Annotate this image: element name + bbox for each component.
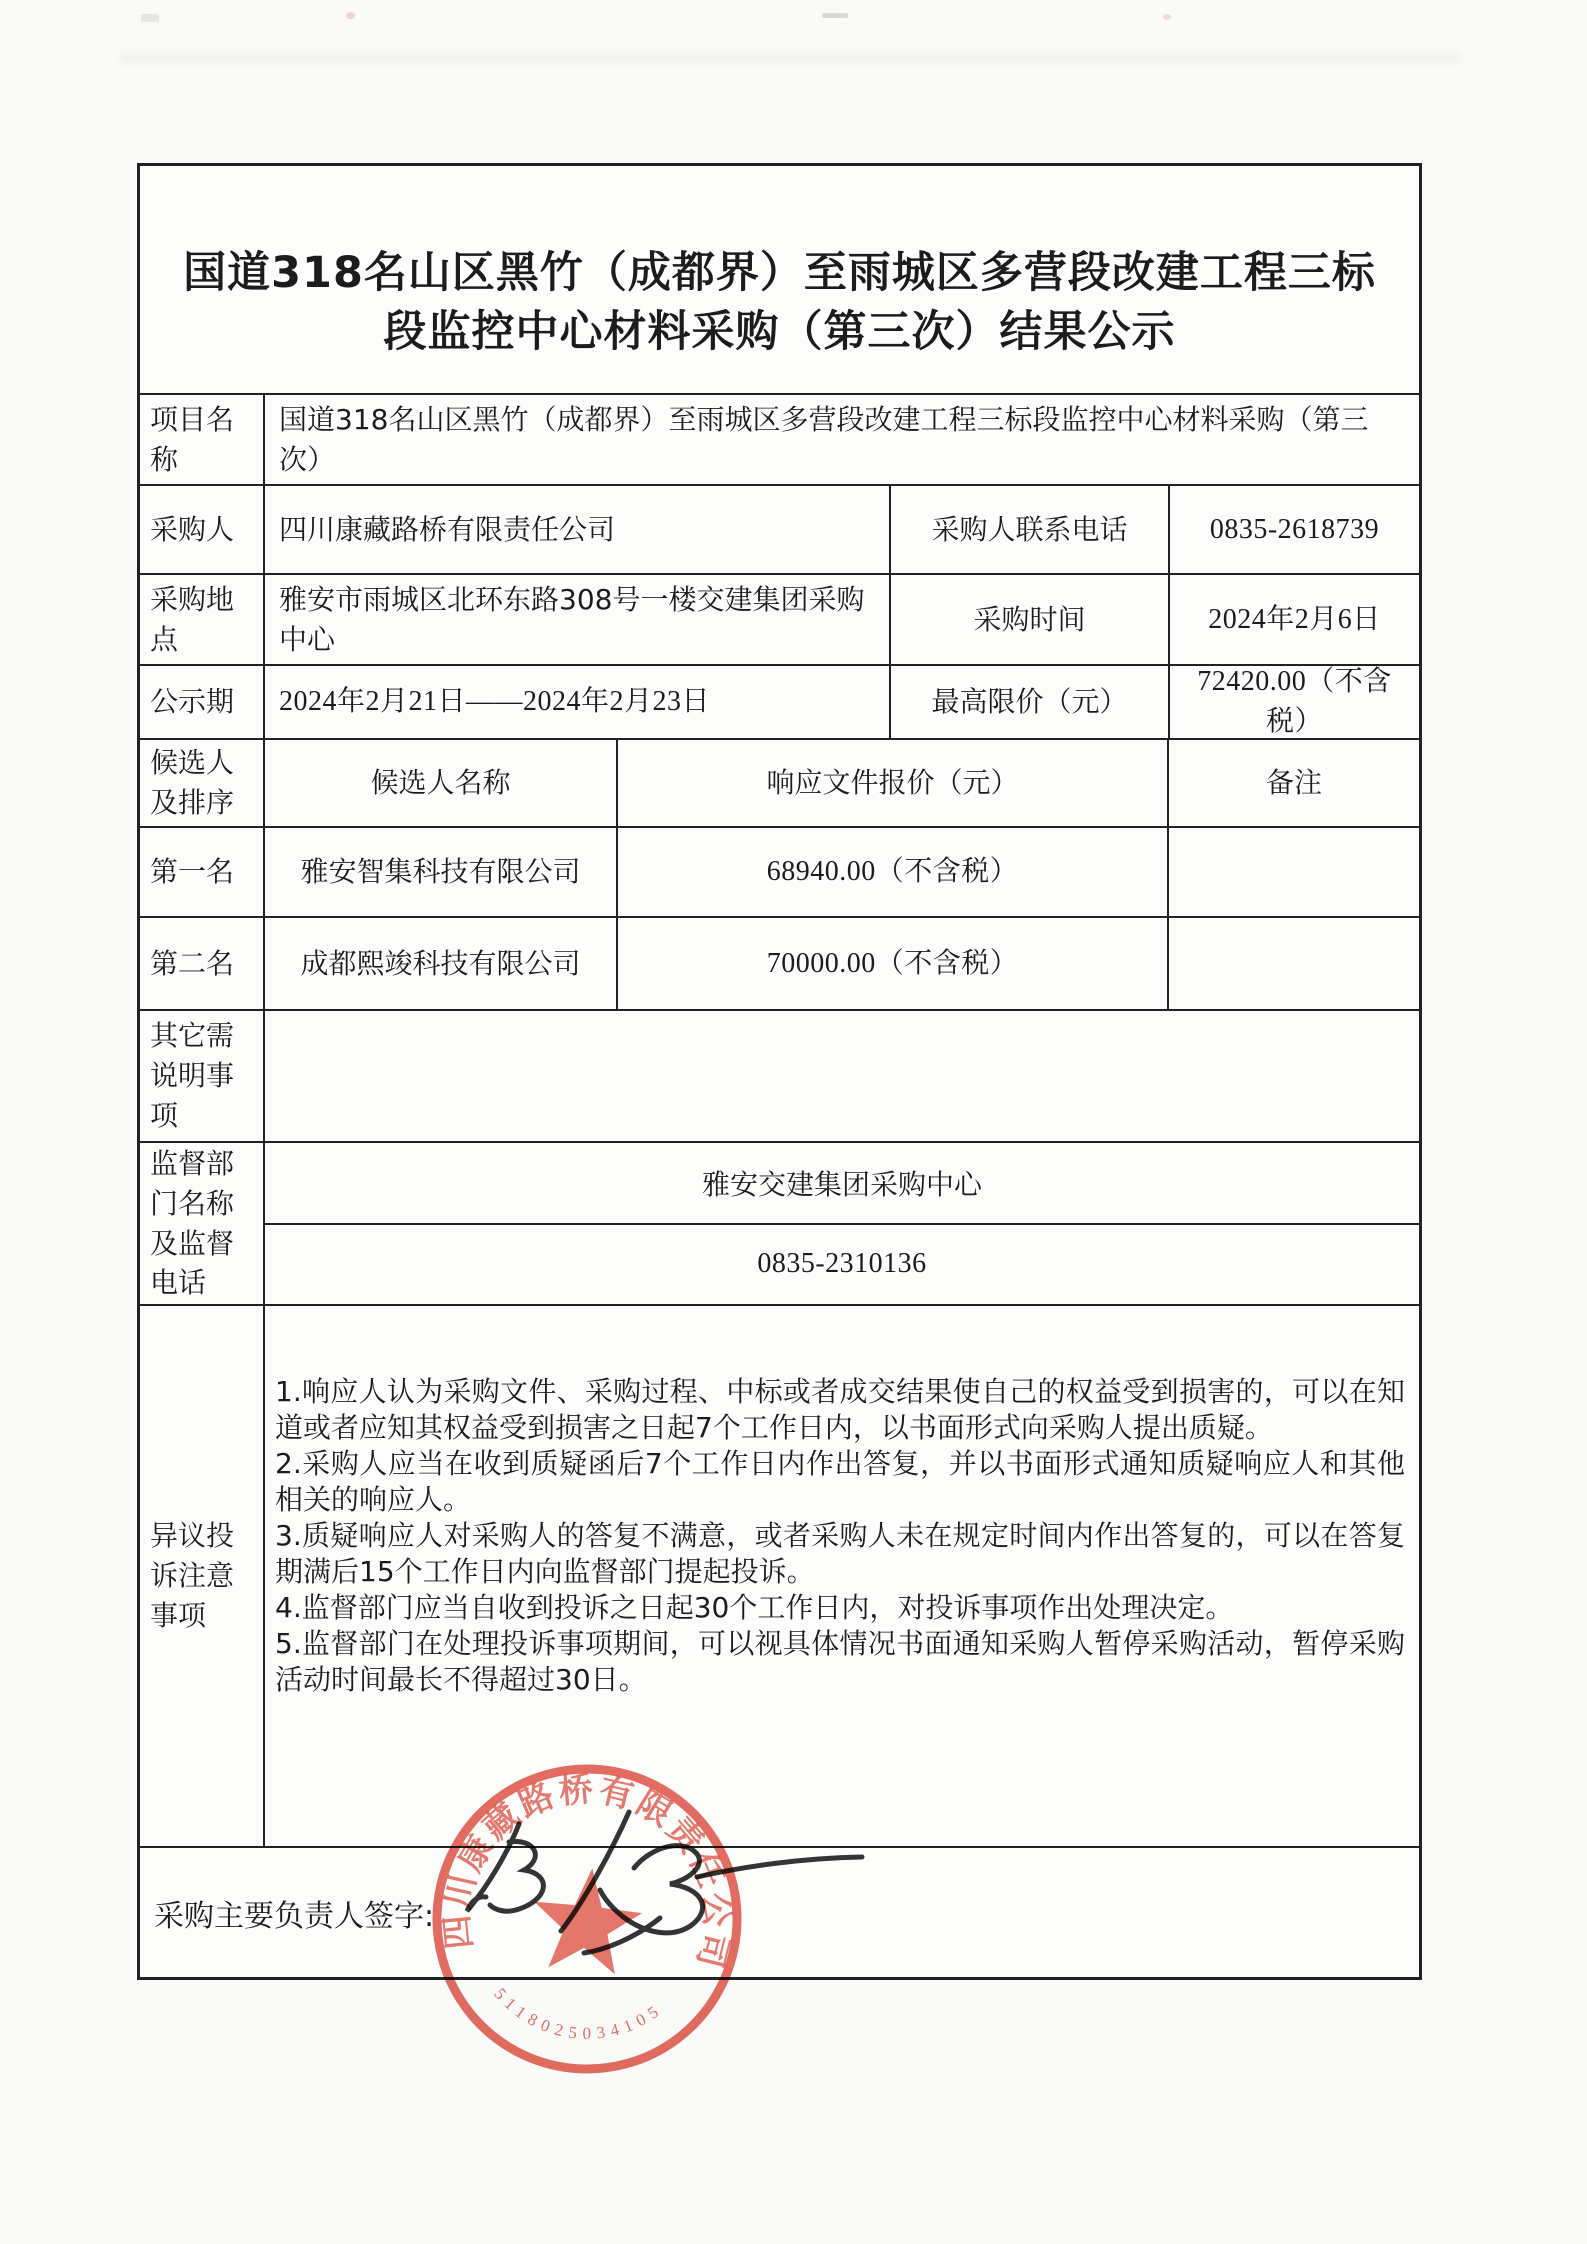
scan-artifact xyxy=(1163,14,1171,20)
publicity-period-value: 2024年2月21日——2024年2月23日 xyxy=(263,666,889,738)
purchaser-phone-value: 0835-2618739 xyxy=(1168,486,1419,573)
candidate-1-price: 68940.00（不含税） xyxy=(616,828,1167,916)
location-row xyxy=(140,573,1419,664)
candidate-row-2 xyxy=(140,916,1419,1009)
price-limit-value: 72420.00（不含税） xyxy=(1168,666,1419,738)
project-name-label: 项目名称 xyxy=(150,402,235,476)
supervisor-name: 雅安交建集团采购中心 xyxy=(701,1167,982,1201)
candidate-note-header: 备注 xyxy=(1167,740,1419,826)
objection-label: 异议投诉注意事项 xyxy=(150,1519,235,1632)
announcement-table xyxy=(137,163,1422,1980)
objection-item: 5.监督部门在处理投诉事项期间，可以视具体情况书面通知采购人暂停采购活动，暂停采购活动时间最长不得超过30日。 xyxy=(275,1627,1405,1696)
seal-company-text: 四川康藏路桥有限责任公司 xyxy=(437,1769,737,1972)
objection-item: 2.采购人应当在收到质疑函后7个工作日内作出答复，并以书面形式通知质疑响应人和其他相关的响应人。 xyxy=(275,1447,1405,1516)
publicity-period-label: 公示期 xyxy=(150,685,235,719)
project-name-row xyxy=(140,393,1419,484)
objection-text xyxy=(263,1306,1419,1846)
supervisor-phone: 0835-2310136 xyxy=(265,1223,1419,1305)
candidate-2-name: 成都熙竣科技有限公司 xyxy=(263,918,616,1009)
candidate-1-name: 雅安智集科技有限公司 xyxy=(263,828,616,916)
scan-artifact xyxy=(141,14,159,22)
candidate-2-rank: 第二名 xyxy=(150,946,235,980)
project-name-value: 国道318名山区黑竹（成都界）至雨城区多营段改建工程三标段监控中心材料采购（第三次） xyxy=(263,395,1419,484)
page-title: 国道318名山区黑竹（成都界）至雨城区多营段改建工程三标段监控中心材料采购（第三次）结果公示 xyxy=(183,247,1376,357)
scan-artifact xyxy=(120,52,1460,64)
svg-text:5118025034105 xyxy=(487,1983,664,2051)
purchaser-label: 采购人 xyxy=(150,512,235,546)
candidate-name-header: 候选人名称 xyxy=(263,740,616,826)
purchase-time-value: 2024年2月6日 xyxy=(1168,575,1419,664)
signature-row xyxy=(140,1846,1419,1977)
objection-item: 3.质疑响应人对采购人的答复不满意，或者采购人未在规定时间内作出答复的，可以在答复期满后15个工作日内向监督部门提起投诉。 xyxy=(275,1519,1405,1588)
price-limit-label: 最高限价（元） xyxy=(889,666,1168,738)
objection-item: 4.监督部门应当自收到投诉之日起30个工作日内，对投诉事项作出处理决定。 xyxy=(275,1591,1234,1624)
supervisor-label: 监督部门名称及监督电话 xyxy=(150,1147,235,1300)
scan-artifact xyxy=(822,13,848,18)
signature-label: 采购主要负责人签字: xyxy=(154,1898,435,1934)
purchaser-value: 四川康藏路桥有限责任公司 xyxy=(263,486,889,573)
scan-artifact xyxy=(346,12,355,19)
objection-item: 1.响应人认为采购文件、采购过程、中标或者成交结果使自己的权益受到损害的，可以在知道或者应知其权益受到损害之日起7个工作日内，以书面形式向采购人提出质疑。 xyxy=(275,1375,1405,1444)
candidate-2-note xyxy=(1167,918,1419,1009)
candidates-header-row xyxy=(140,738,1419,826)
supervisor-values xyxy=(263,1143,1419,1304)
title-row xyxy=(140,166,1419,393)
supervisor-row xyxy=(140,1141,1419,1304)
candidate-1-note xyxy=(1167,828,1419,916)
publicity-period-row xyxy=(140,664,1419,738)
objection-row xyxy=(140,1304,1419,1846)
candidate-2-price: 70000.00（不含税） xyxy=(616,918,1167,1009)
location-label: 采购地点 xyxy=(150,582,235,656)
location-value: 雅安市雨城区北环东路308号一楼交建集团采购中心 xyxy=(263,575,889,664)
purchaser-row xyxy=(140,484,1419,573)
other-notes-value xyxy=(263,1011,1419,1141)
candidate-1-rank: 第一名 xyxy=(150,855,235,889)
candidate-row-1 xyxy=(140,826,1419,916)
purchase-time-label: 采购时间 xyxy=(889,575,1168,664)
candidate-price-header: 响应文件报价（元） xyxy=(616,740,1167,826)
other-notes-label: 其它需说明事项 xyxy=(150,1019,235,1132)
candidates-label: 候选人及排序 xyxy=(150,746,235,819)
seal-serial-text: 5118025034105 xyxy=(490,1984,662,2043)
other-notes-row xyxy=(140,1009,1419,1141)
purchaser-phone-label: 采购人联系电话 xyxy=(889,486,1168,573)
